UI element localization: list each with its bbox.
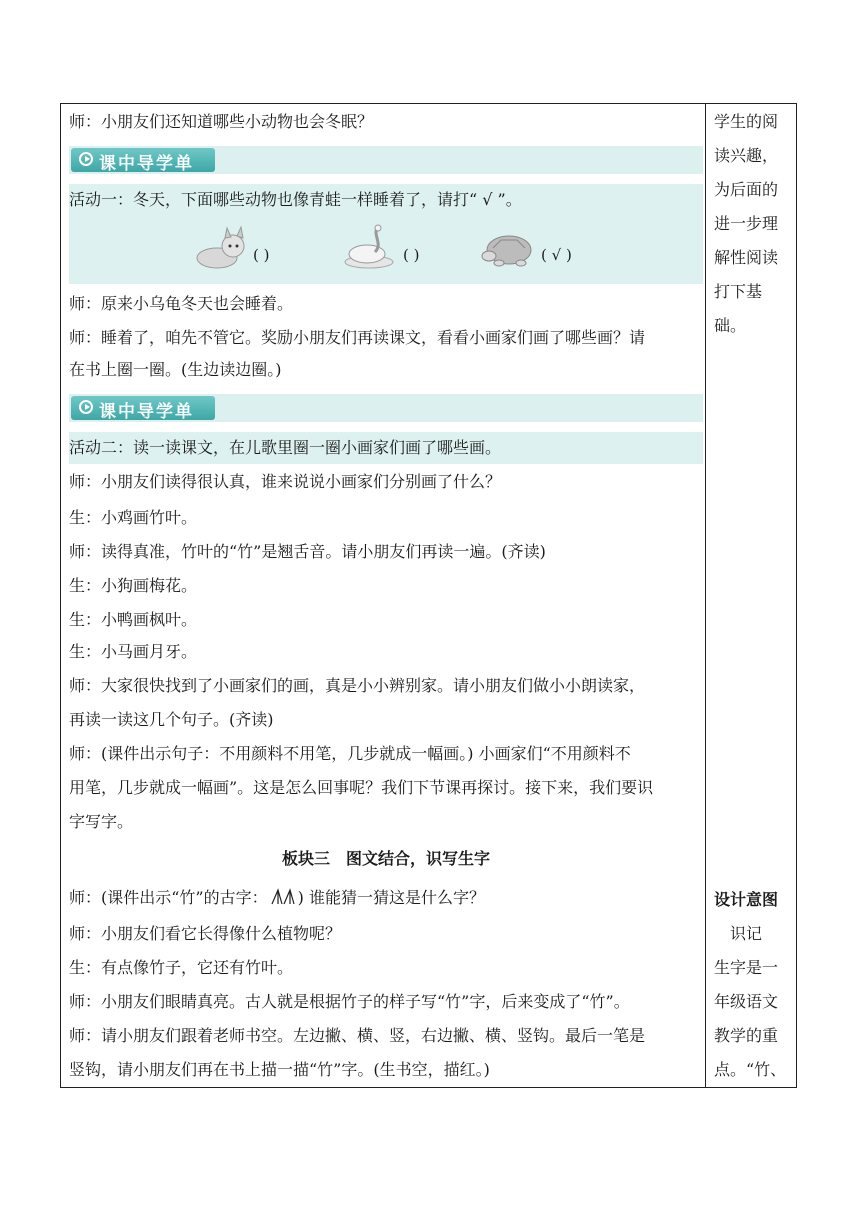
- text-line: 字写字。: [69, 812, 134, 831]
- text-line: 师：睡着了，咱先不管它。奖励小朋友们再读课文，看看小画家们画了哪些画？请: [69, 328, 646, 347]
- text-line: 师：读得真准，竹叶的“竹”是翘舌音。请小朋友们再读一遍。(齐读): [69, 542, 546, 561]
- text-line: 师：小朋友们读得很认真，谁来说说小画家们分别画了什么？: [69, 472, 502, 491]
- text-line: 师：(课件出示句子：不用颜料不用笔，几步就成一幅画。) 小画家们“不用颜料不: [69, 744, 631, 763]
- text-line: 生：小鸭画枫叶。: [69, 610, 198, 629]
- kitten-icon: [189, 222, 249, 272]
- note-line: 点。“竹、: [714, 1060, 787, 1079]
- turtle-icon: [479, 222, 539, 272]
- banner-pill: [71, 148, 215, 172]
- text-fragment: ) 谁能猜一猜这是什么字？: [297, 888, 485, 907]
- text-line: 再读一读这几个句子。(齐读): [69, 710, 274, 729]
- activity-box: [69, 432, 703, 464]
- banner-label: 课中导学单: [99, 402, 194, 422]
- choice-mark[interactable]: ( ): [403, 246, 420, 264]
- guide-banner: [69, 394, 703, 422]
- text-line: 师：小朋友们还知道哪些小动物也会冬眠？: [69, 112, 374, 131]
- text-line: 师：大家很快找到了小画家们的画，真是小小辨别家。请小朋友们做小小朗读家，: [69, 676, 646, 695]
- text-line: 师：请小朋友们跟着老师书空。左边撇、横、竖，右边撇、横、竖钩。最后一笔是: [69, 1026, 646, 1045]
- banner-label: 课中导学单: [99, 154, 194, 174]
- play-icon: [79, 400, 93, 414]
- note-line: 为后面的: [714, 180, 779, 199]
- activity-text: 活动二：读一读课文，在儿歌里圈一圈小画家们画了哪些画。: [69, 438, 502, 457]
- text-line: 用笔，几步就成一幅画”。这是怎么回事呢？我们下节课再探讨。接下来，我们要识: [69, 778, 654, 797]
- note-line: 识记: [714, 924, 763, 943]
- text-line: [69, 886, 485, 908]
- play-icon: [79, 152, 93, 166]
- text-line: 师：原来小乌龟冬天也会睡着。: [69, 294, 294, 313]
- note-line: 进一步理: [714, 214, 779, 233]
- note-line: 年级语文: [714, 992, 779, 1011]
- swan-icon: [339, 222, 399, 272]
- text-line: 生：小鸡画竹叶。: [69, 508, 198, 527]
- guide-banner: [69, 146, 703, 174]
- choice-mark[interactable]: ( √ ): [541, 246, 572, 264]
- animal-choices: [189, 222, 589, 278]
- choice-mark[interactable]: ( ): [253, 246, 270, 264]
- lesson-table: [60, 103, 797, 1088]
- text-line: 师：小朋友们看它长得像什么植物呢？: [69, 924, 342, 943]
- ancient-zhu-glyph-icon: [268, 886, 298, 906]
- note-line: 打下基: [714, 282, 763, 301]
- note-line: 解性阅读: [714, 248, 779, 267]
- text-line: 在书上圈一圈。(生边读边圈。): [69, 360, 282, 379]
- banner-pill: [71, 396, 215, 420]
- column-divider: [705, 104, 706, 1087]
- design-intent-title: 设计意图: [714, 890, 779, 909]
- note-line: 教学的重: [714, 1026, 779, 1045]
- note-line: 础。: [714, 316, 747, 335]
- note-line: 生字是一: [714, 958, 779, 977]
- activity-text: 活动一：冬天，下面哪些动物也像青蛙一样睡着了，请打“ √ ”。: [69, 190, 522, 209]
- text-line: 生：小狗画梅花。: [69, 576, 198, 595]
- activity-box: [69, 184, 703, 284]
- text-line: 竖钩，请小朋友们再在书上描一描“竹”字。(生书空，描红。): [69, 1060, 490, 1079]
- text-line: 生：有点像竹子，它还有竹叶。: [69, 958, 294, 977]
- text-fragment: 师：(课件出示“竹”的古字：: [69, 888, 268, 907]
- note-line: 学生的阅: [714, 112, 779, 131]
- note-line: 读兴趣，: [714, 146, 779, 165]
- text-line: 师：小朋友们眼睛真亮。古人就是根据竹子的样子写“竹”字，后来变成了“竹”。: [69, 992, 630, 1011]
- text-line: 生：小马画月牙。: [69, 642, 198, 661]
- section-heading: 板块三 图文结合，识写生字: [281, 849, 490, 868]
